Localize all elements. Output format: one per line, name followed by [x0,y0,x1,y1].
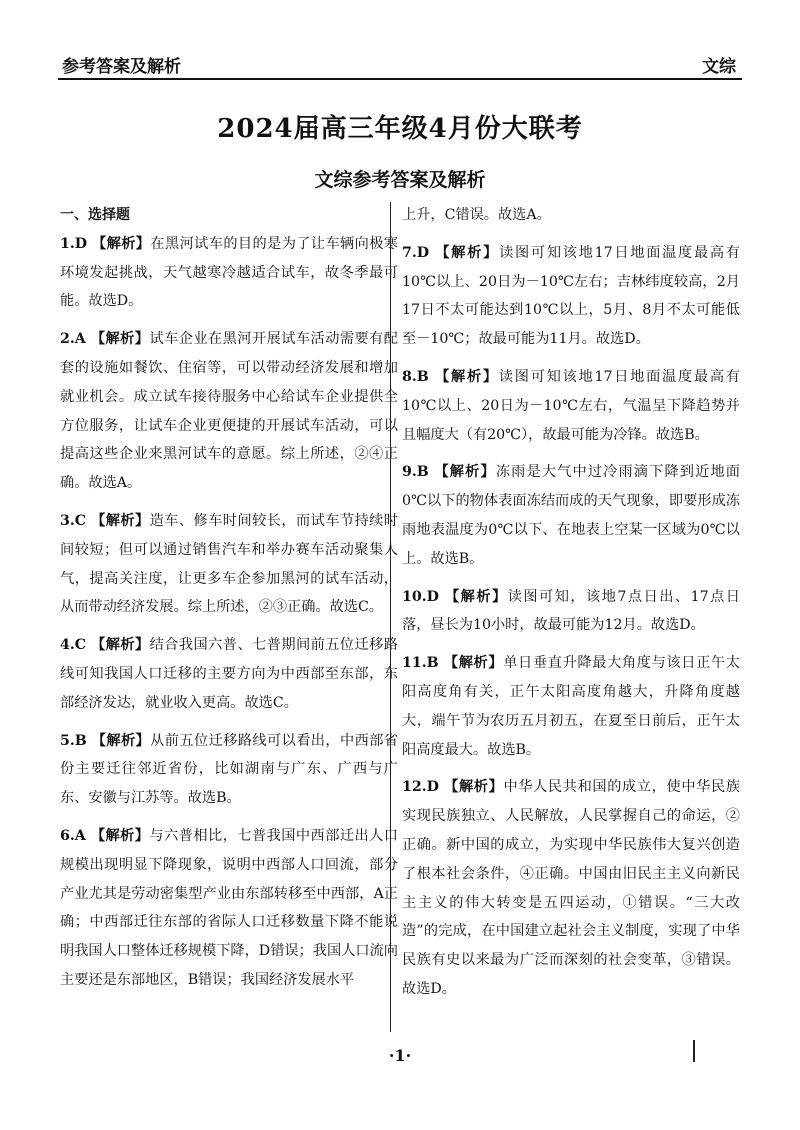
item-text: 结合我国六普、七普期间前五位迁移路线可知我国人口迁移的主要方向为中西部至东部，东部经济发达，就业收入更高。故选C。 [60,637,398,711]
item-text: 冻雨是大气中过冷雨滴下降到近地面0℃以下的物体表面冻结而成的天气现象，即要形成冻雨地表温度为0℃以下、在地表上空某一区域为0℃以上。故选B。 [402,464,740,567]
answer-item-3 [60,507,398,622]
analysis-tag: 【解析】 [91,637,150,654]
analysis-tag: 【解析】 [91,732,151,749]
answer-item-11 [402,649,740,764]
answer-item-4 [60,631,398,717]
analysis-tag: 【解析】 [90,331,150,348]
page-number: ·1· [388,1046,412,1065]
item-text: 与六普相比，七普我国中西部迁出人口规模出现明显下降现象，说明中西部人口回流，部分产业尤其是劳动密集型产业由东部转移至中西部，A正确；中西部迁往东部的省际人口迁移数量下降不能说明我国人口整体迁移规模下降，D错误；我国人口流向主要还是东部地区，B错误；我国经济发展水平 [60,827,398,988]
answer-item-9 [402,458,740,573]
answer-item-1 [60,230,398,316]
header-left: 参考答案及解析 [62,57,181,77]
item-number: 10.D [402,588,439,605]
analysis-tag: 【解析】 [91,512,150,529]
item-number: 1.D [60,235,88,252]
item-text: 读图可知该地17日地面温度最高有10℃以上、20日为－10℃左右；吉林纬度较高，2月17日不太可能达到10℃以上，5月、8月不太可能低至－10℃；故最可能为11月。故选D。 [402,244,740,348]
column-divider [390,202,391,1032]
item-text: 单日垂直升降最大角度与该日正午太阳高度角有关，正午太阳高度角越大，升降角度越大，端午节为农历五月初五，在夏至日前后，正午太阳高度最大。故选B。 [402,655,740,758]
item-number: 6.A [60,827,86,844]
header-rule [58,78,742,80]
analysis-tag: 【解析】 [445,588,508,605]
item-number: 8.B [402,368,429,385]
item-text: 造车、修车时间较长，而试车节持续时间较短；但可以通过销售汽车和举办赛车活动聚集人气，提高关注度，让更多车企参加黑河的试车活动，从而带动经济发展。综上所述，②③正确。故选C。 [60,512,398,616]
header-right: 文综 [702,57,736,77]
answer-item-2 [60,325,398,498]
left-column [60,201,398,1004]
item-number: 5.B [60,732,87,749]
analysis-tag: 【解析】 [434,464,496,481]
analysis-tag: 【解析】 [444,779,504,796]
analysis-tag: 【解析】 [435,244,500,261]
item-text: 读图可知该地17日地面温度最高有10℃以上、20日为－10℃左右，气温呈下降趋势并且幅度大（有20℃），故最可能为冷锋。故选B。 [402,368,740,443]
answer-item-12 [402,773,740,1003]
answer-item-6 [60,822,398,995]
item-text: 在黑河试车的目的是为了让车辆向极寒环境发起挑战，天气越寒冷越适合试车，故冬季最可能。故选D。 [60,235,398,310]
item-number: 9.B [402,464,429,481]
item-number: 3.C [60,512,87,529]
item-text: 试车企业在黑河开展试车活动需要有配套的设施如餐饮、住宿等，可以带动经济发展和增加就业机会。成立试车接待服务中心给试车企业提供全方位服务，让试车企业更便捷的开展试车活动，可以提高这些企业来黑河试车的意愿。综上所述，②④正确。故选A。 [60,331,398,492]
item-number: 11.B [402,655,439,672]
answer-item-10 [402,583,740,641]
margin-mark [693,1040,695,1062]
answer-item-7 [402,239,740,354]
item-text: 读图可知，该地7点日出、17点日落，昼长为10小时，故最可能为12月。故选D。 [402,588,740,634]
analysis-tag: 【解析】 [443,655,504,672]
page-title: 2024届高三年级4月份大联考 [217,114,583,144]
item-number: 4.C [60,637,87,654]
analysis-tag: 【解析】 [92,235,151,252]
item-text: 中华人民共和国的成立，使中华民族实现民族独立、人民解放，人民掌握自己的命运，②正确。新中国的成立，为实现中华民族伟大复兴创造了根本社会条件，④正确。中国由旧民主主义向新民主主义的伟大转变是五四运动，①错误。“三大改造”的完成，在中国建立起社会主义制度，实现了中华民族有史以来最为广泛而深刻的社会变革，③错误。故选D。 [402,779,740,997]
right-column [402,201,740,1013]
item-number: 2.A [60,331,86,348]
analysis-tag: 【解析】 [435,368,499,385]
answer-item-8 [402,363,740,449]
item-text: 从前五位迁移路线可以看出，中西部省份主要迁往邻近省份，比如湖南与广东、广西与广东、安徽与江苏等。故选B。 [60,732,398,807]
page-subtitle: 文综参考答案及解析 [314,169,486,191]
analysis-tag: 【解析】 [90,827,150,844]
continuation-text: 上升，C错误。故选A。 [402,207,551,223]
section-title: 一、选择题 [60,207,130,223]
item-number: 7.D [402,244,430,261]
answer-item-5 [60,727,398,813]
item-number: 12.D [402,779,439,796]
